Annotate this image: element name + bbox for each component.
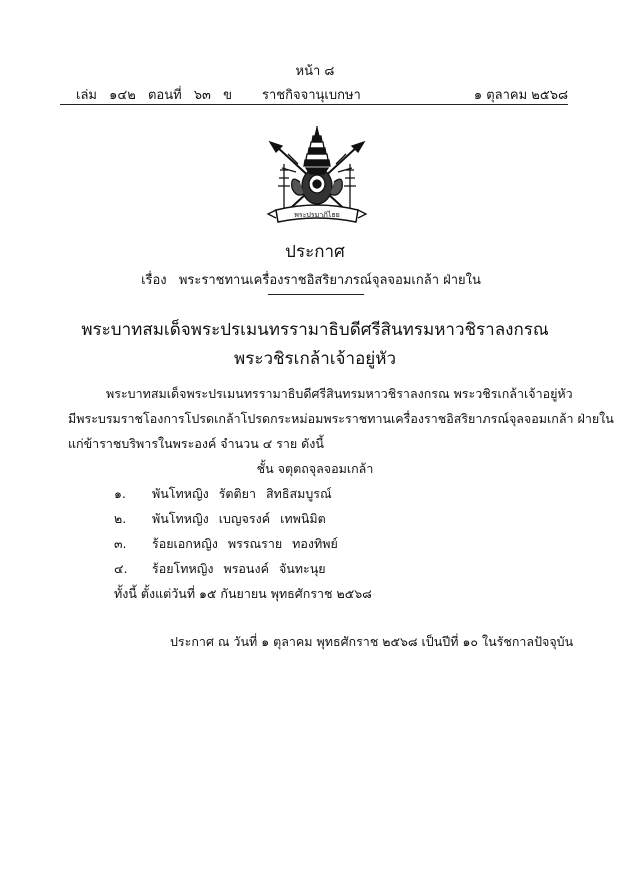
emblem-banner-text: พระปรมาภิไธย — [294, 211, 340, 219]
recipient-first-name: เบญจรงค์ — [218, 511, 271, 526]
recipient-rank: ร้อยโทหญิง — [151, 561, 214, 576]
king-name-line-2: พระวชิรเกล้าเจ้าอยู่หัว — [234, 349, 396, 369]
list-item — [114, 484, 338, 504]
subject-text: พระราชทานเครื่องราชอิสริยาภรณ์จุลจอมเกล้า ฝ่ายใน — [178, 273, 481, 288]
page-number: หน้า ๘ — [295, 64, 335, 79]
recipient-last-name: จันทะนุย — [278, 561, 326, 576]
body-paragraph-line-1: พระบาทสมเด็จพระปรเมนทรรามาธิบดีศรีสินทรมหาวชิราลงกรณ พระวชิรเกล้าเจ้าอยู่หัว — [106, 386, 573, 401]
recipient-rank: พันโทหญิง — [151, 511, 209, 526]
recipient-rank: ร้อยเอกหญิง — [151, 536, 218, 551]
decoration-class: ชั้น จตุตถจุลจอมเกล้า — [256, 461, 374, 476]
body-paragraph-line-2: มีพระบรมราชโองการโปรดเกล้าโปรดกระหม่อมพระราชทานเครื่องราชอิสริยาภรณ์จุลจอมเกล้า ฝ่ายใน — [68, 411, 614, 426]
volume-info — [76, 84, 240, 105]
header-divider — [60, 104, 568, 105]
closing-statement: ประกาศ ณ วันที่ ๑ ตุลาคม พุทธศักราช ๒๕๖๘ เป็นปีที่ ๑๐ ในรัชกาลปัจจุบัน — [170, 634, 574, 649]
gazette-name: ราชกิจจานุเบกษา — [262, 88, 361, 103]
announcement-title: ประกาศ — [285, 242, 345, 262]
body-paragraph-line-3: แก่ข้าราชบริพารในพระองค์ จำนวน ๔ ราย ดังนี้ — [68, 436, 324, 451]
recipient-last-name: เทพนิมิต — [280, 511, 326, 526]
volume-value: ๑๔๒ — [109, 88, 136, 103]
title-divider — [268, 294, 364, 295]
item-number: ๔. — [114, 561, 128, 576]
issue-date: ๑ ตุลาคม ๒๕๖๘ — [473, 88, 568, 103]
list-item — [114, 509, 332, 529]
volume-label: เล่ม — [76, 88, 97, 103]
announcement-subject — [0, 269, 630, 290]
recipient-last-name: ทองทิพย์ — [292, 536, 338, 551]
recipient-first-name: พรอนงค์ — [223, 561, 269, 576]
section-value: ๖๓ — [193, 88, 211, 103]
effective-date: ทั้งนี้ ตั้งแต่วันที่ ๑๕ กันยายน พุทธศักราช ๒๕๖๘ — [114, 586, 372, 601]
royal-emblem-icon — [262, 124, 372, 232]
recipient-last-name: สิทธิสมบูรณ์ — [265, 486, 332, 501]
item-number: ๒. — [114, 511, 127, 526]
list-item — [114, 559, 332, 579]
item-number: ๑. — [114, 486, 126, 501]
recipient-first-name: พรรณราย — [227, 536, 283, 551]
king-name-line-1: พระบาทสมเด็จพระปรเมนทรรามาธิบดีศรีสินทรมหาวชิราลงกรณ — [81, 320, 549, 340]
recipient-rank: พันโทหญิง — [151, 486, 209, 501]
subject-label: เรื่อง — [141, 273, 167, 288]
part-letter: ข — [223, 88, 232, 103]
list-item — [114, 534, 344, 554]
section-label: ตอนที่ — [147, 88, 182, 103]
recipient-first-name: รัตติยา — [218, 486, 256, 501]
item-number: ๓. — [114, 536, 127, 551]
